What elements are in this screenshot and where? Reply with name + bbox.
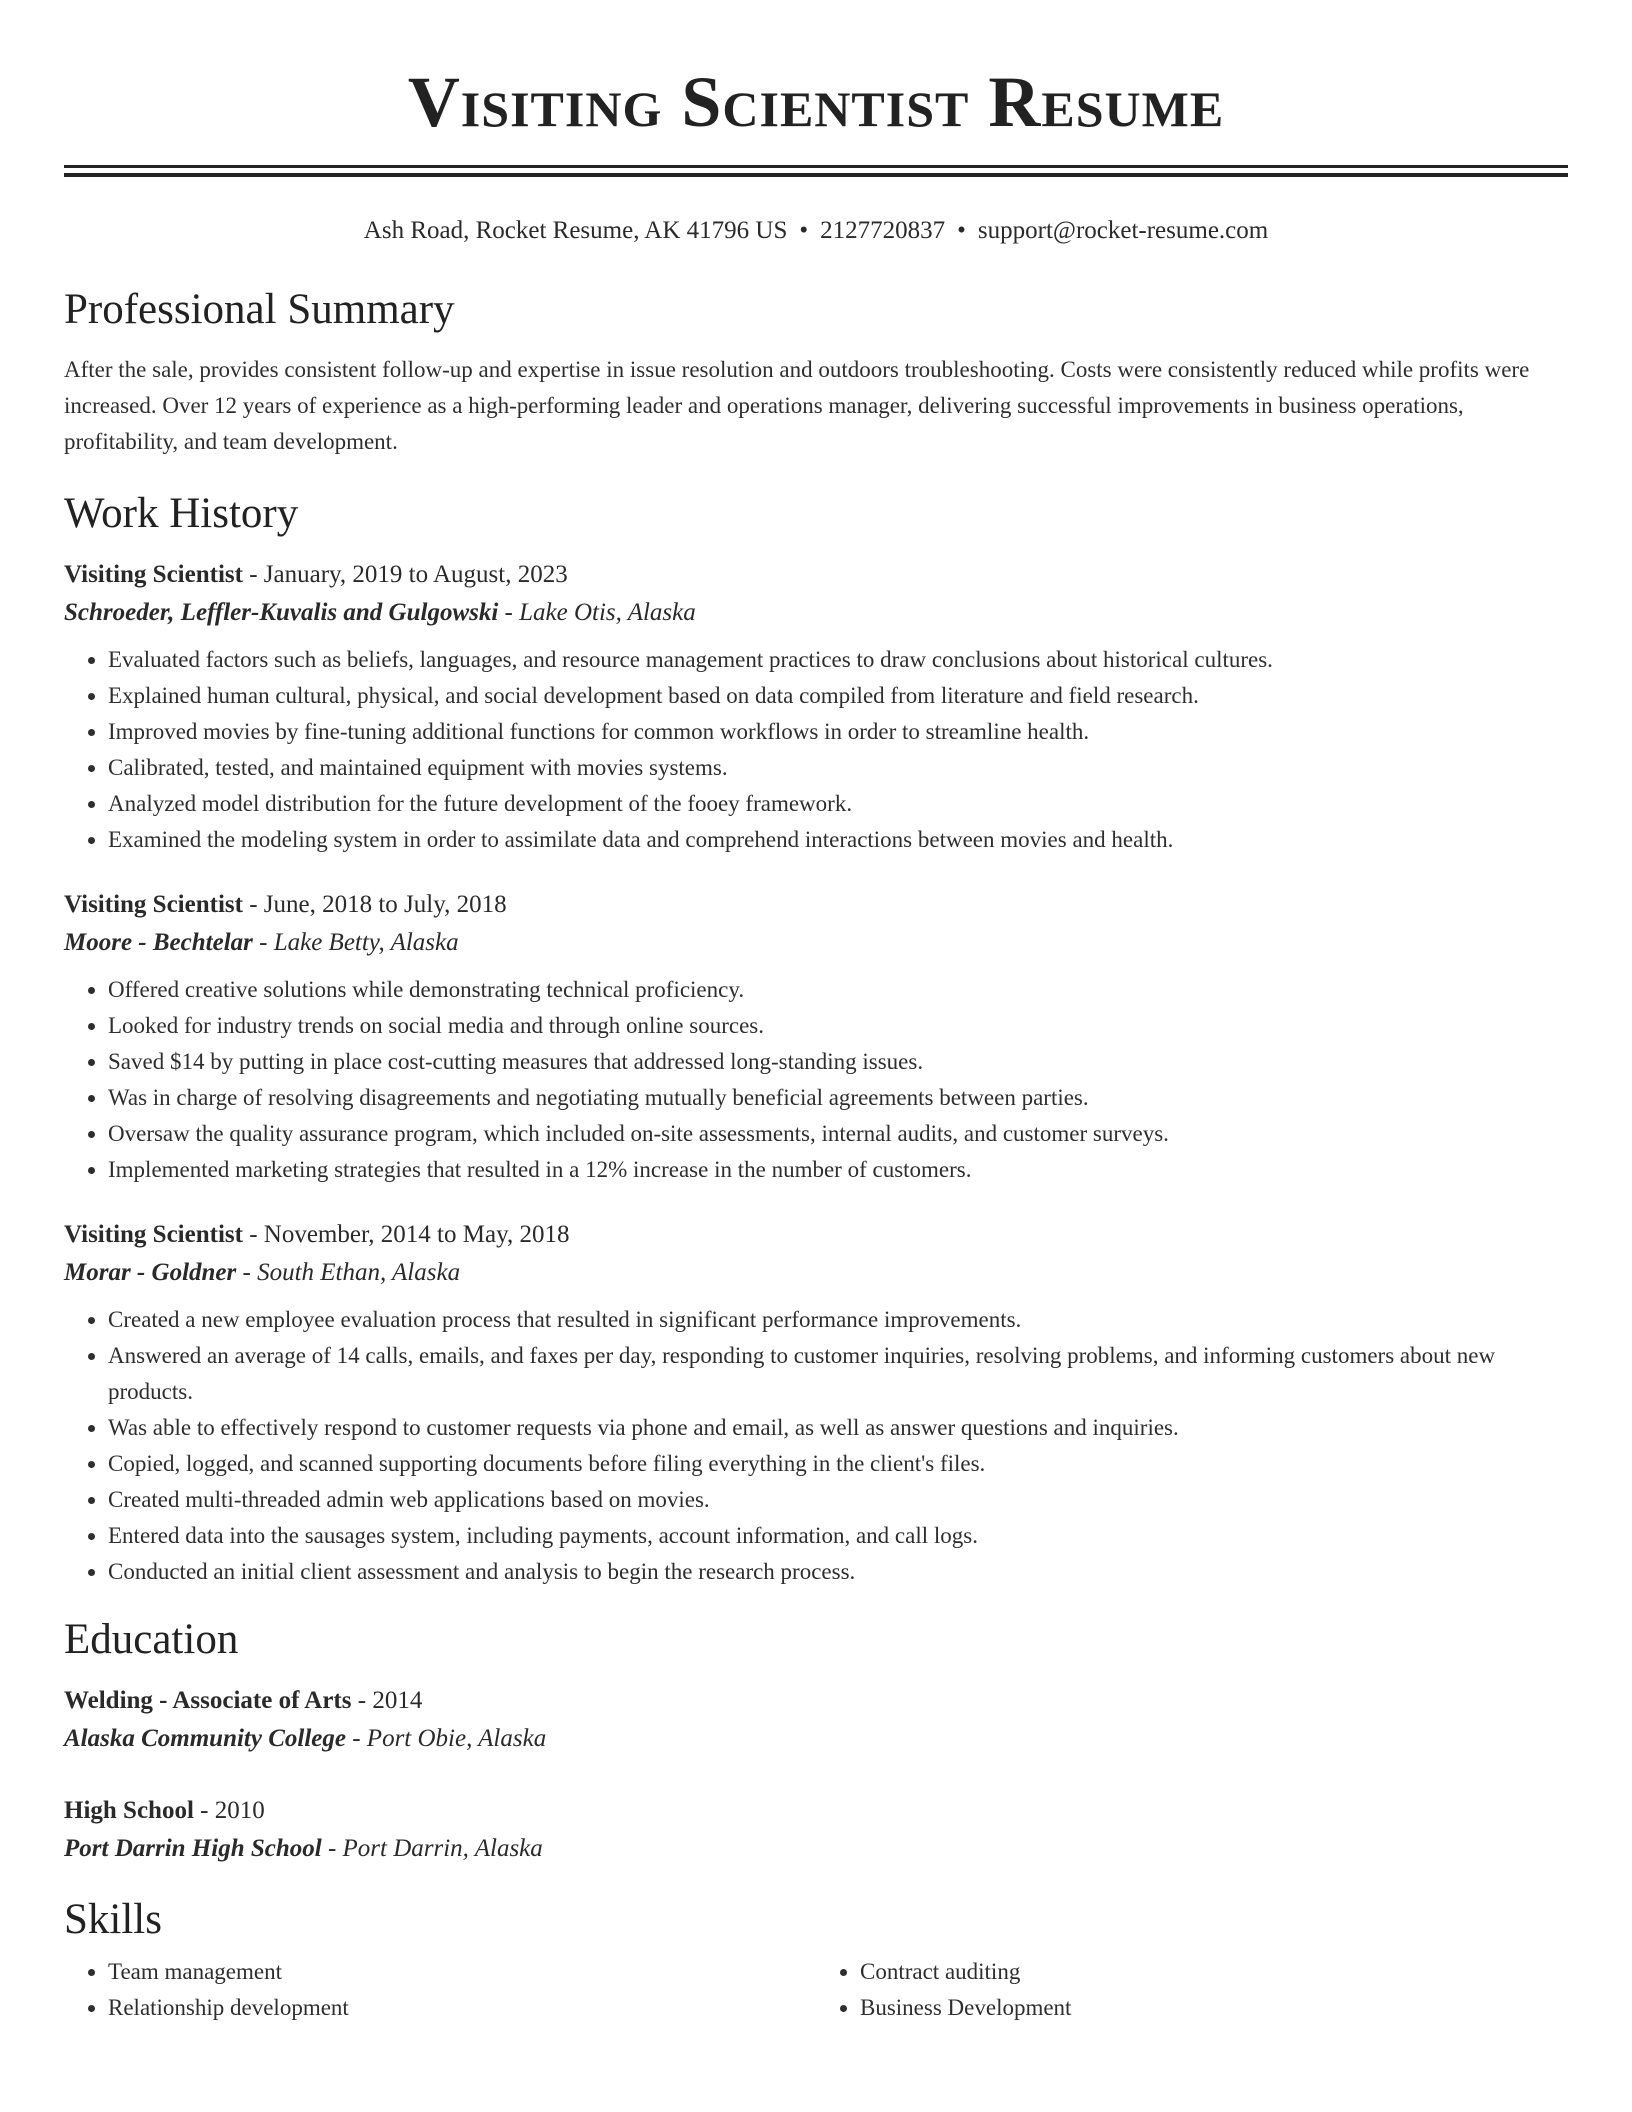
list-item: • Was able to effectively respond to customer requests via phone and email, as well as answer questions and inquiries. [108, 1410, 1568, 1446]
resume-title: Visiting Scientist Resume [407, 62, 1225, 142]
education-degree-line [64, 1682, 1568, 1720]
education-school-line [64, 1830, 1568, 1868]
job-company: Moore - Bechtelar [64, 929, 253, 956]
job-entry [64, 1216, 1568, 1590]
skill-item: • Relationship development [108, 1990, 816, 2026]
summary-heading: Professional Summary [64, 286, 455, 333]
job-title: Visiting Scientist [64, 891, 243, 918]
skills-right-list [816, 1954, 1568, 2026]
education-year: - 2010 [193, 1797, 265, 1824]
title-divider [64, 165, 1568, 177]
list-item: • Offered creative solutions while demonstrating technical proficiency. [108, 972, 1568, 1008]
education-degree: High School [64, 1797, 194, 1824]
list-item: • Was in charge of resolving disagreements and negotiating mutually beneficial agreements between parties. [108, 1080, 1568, 1116]
list-item: • Analyzed model distribution for the future development of the fooey framework. [108, 786, 1568, 822]
skill-item: • Business Development [860, 1990, 1568, 2026]
work-history-heading: Work History [64, 490, 299, 537]
education-school: Port Darrin High School [64, 1835, 322, 1862]
job-dates: - June, 2018 to July, 2018 [242, 891, 507, 918]
skill-item: • Team management [108, 1954, 816, 1990]
education-degree: Welding - Associate of Arts [64, 1687, 352, 1714]
list-item: • Examined the modeling system in order to assimilate data and comprehend interactions between movies and health. [108, 822, 1568, 858]
summary-text: After the sale, provides consistent follow-up and expertise in issue resolution and outdoors troubleshooting. Costs were consistently reduced while profits were increased. Over 12 years of experience as a high-performing leader and operations manager, delivering successful improvements in business operations, profitability, and team development. [64, 357, 1530, 454]
list-item: • Explained human cultural, physical, and social development based on data compiled from literature and field research. [108, 678, 1568, 714]
job-location: - South Ethan, Alaska [236, 1259, 461, 1286]
job-dates: - November, 2014 to May, 2018 [242, 1221, 570, 1248]
list-item: • Calibrated, tested, and maintained equipment with movies systems. [108, 750, 1568, 786]
contact-line [64, 214, 1568, 248]
contact-separator: • [957, 217, 966, 244]
job-title: Visiting Scientist [64, 561, 243, 588]
job-company-line [64, 594, 1568, 632]
contact-email: support@rocket-resume.com [977, 217, 1269, 244]
job-bullets [64, 642, 1568, 858]
list-item: • Answered an average of 14 calls, emails, and faxes per day, responding to customer inquiries, resolving problems, and informing customers about new products. [108, 1338, 1568, 1410]
list-item: • Looked for industry trends on social media and through online sources. [108, 1008, 1568, 1044]
job-dates: - January, 2019 to August, 2023 [242, 561, 568, 588]
list-item: • Oversaw the quality assurance program, which included on-site assessments, internal audits, and customer surveys. [108, 1116, 1568, 1152]
job-company-line [64, 1254, 1568, 1292]
education-degree-line [64, 1792, 1568, 1830]
list-item: • Entered data into the sausages system, including payments, account information, and call logs. [108, 1518, 1568, 1554]
education-location: - Port Darrin, Alaska [321, 1835, 543, 1862]
list-item: • Saved $14 by putting in place cost-cutting measures that addressed long-standing issues. [108, 1044, 1568, 1080]
list-item: • Copied, logged, and scanned supporting documents before filing everything in the client's files. [108, 1446, 1568, 1482]
education-school-line [64, 1720, 1568, 1758]
education-entry [64, 1792, 1568, 1868]
job-bullets [64, 972, 1568, 1188]
job-entry [64, 886, 1568, 1188]
list-item: • Conducted an initial client assessment and analysis to begin the research process. [108, 1554, 1568, 1590]
education-heading: Education [64, 1616, 239, 1663]
job-company: Morar - Goldner [64, 1259, 237, 1286]
education-school: Alaska Community College [64, 1725, 346, 1752]
job-location: - Lake Betty, Alaska [252, 929, 459, 956]
education-year: - 2014 [351, 1687, 423, 1714]
contact-phone: 2127720837 [820, 217, 946, 244]
job-company-line [64, 924, 1568, 962]
list-item: • Evaluated factors such as beliefs, languages, and resource management practices to draw conclusions about historical cultures. [108, 642, 1568, 678]
contact-address: Ash Road, Rocket Resume, AK 41796 US [363, 217, 788, 244]
skills-left-list [64, 1954, 816, 2026]
contact-separator: • [799, 217, 809, 244]
list-item: • Improved movies by fine-tuning additional functions for common workflows in order to streamline health. [108, 714, 1568, 750]
job-title: Visiting Scientist [64, 1221, 243, 1248]
job-title-line [64, 556, 1568, 594]
skills-columns [64, 1954, 1568, 2026]
job-location: - Lake Otis, Alaska [498, 599, 696, 626]
job-title-line [64, 886, 1568, 924]
list-item: • Created multi-threaded admin web applications based on movies. [108, 1482, 1568, 1518]
skill-item: • Contract auditing [860, 1954, 1568, 1990]
job-entry [64, 556, 1568, 858]
list-item: • Implemented marketing strategies that resulted in a 12% increase in the number of customers. [108, 1152, 1568, 1188]
job-bullets [64, 1302, 1568, 1590]
skills-heading: Skills [64, 1896, 162, 1943]
job-title-line [64, 1216, 1568, 1254]
list-item: • Created a new employee evaluation process that resulted in significant performance improvements. [108, 1302, 1568, 1338]
job-company: Schroeder, Leffler-Kuvalis and Gulgowski [64, 599, 499, 626]
education-location: - Port Obie, Alaska [345, 1725, 547, 1752]
education-entry [64, 1682, 1568, 1758]
